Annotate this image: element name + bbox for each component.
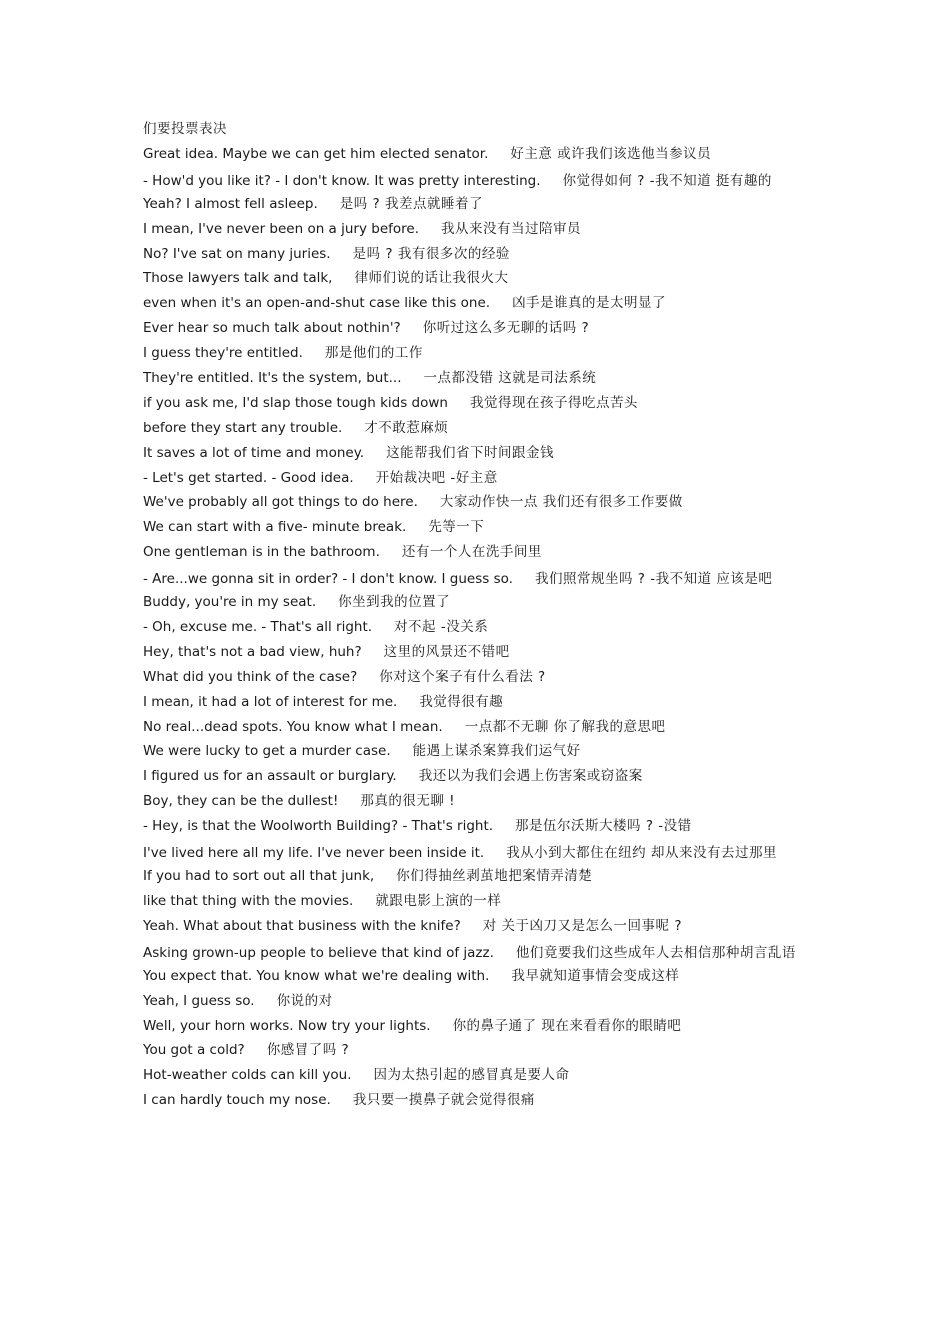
english-text: You expect that. You know what we're dealing with. (143, 967, 490, 984)
english-text: - Oh, excuse me. - That's all right. (143, 619, 373, 636)
english-text: Hot-weather colds can kill you. (143, 1067, 352, 1084)
chinese-text: 是吗 ? 我有很多次的经验 (352, 245, 510, 262)
chinese-text: 你对这个案子有什么看法 ? (379, 668, 546, 685)
transcript-line (143, 244, 813, 269)
transcript-line (143, 443, 813, 468)
chinese-text: 你坐到我的位置了 (338, 594, 451, 611)
english-text: I've lived here all my life. I've never been inside it. (143, 845, 485, 862)
chinese-text: 他们竟要我们这些成年人去相信那种胡言乱语 (515, 944, 796, 961)
transcript-line (143, 393, 813, 418)
transcript-line (143, 492, 813, 517)
english-text: Boy, they can be the dullest! (143, 793, 339, 810)
english-text: I figured us for an assault or burglary. (143, 768, 397, 785)
transcript-line (143, 592, 813, 617)
chinese-text: 我觉得很有趣 (419, 693, 504, 710)
transcript-line (143, 891, 813, 916)
chinese-text: 我早就知道事情会变成这样 (511, 967, 680, 984)
english-text: Those lawyers talk and talk, (143, 270, 333, 287)
transcript-line (143, 169, 813, 193)
english-text: We've probably all got things to do here. (143, 494, 418, 511)
english-text: Yeah. What about that business with the knife? (143, 917, 461, 934)
english-text: I guess they're entitled. (143, 345, 303, 362)
transcript-line (143, 144, 813, 169)
chinese-text: 是吗 ? 我差点就睡着了 (339, 195, 483, 212)
english-text: like that thing with the movies. (143, 892, 354, 909)
chinese-text: 开始裁决吧 -好主意 (375, 469, 498, 486)
chinese-text: 我只要一摸鼻子就会觉得很痛 (352, 1092, 535, 1109)
chinese-text: 大家动作快一点 我们还有很多工作要做 (439, 494, 683, 511)
transcript-line (143, 468, 813, 493)
chinese-text: 就跟电影上演的一样 (375, 892, 502, 909)
chinese-text: 先等一下 (428, 519, 485, 536)
english-text: - Let's get started. - Good idea. (143, 469, 354, 486)
transcript-line (143, 1040, 813, 1065)
english-text: We can start with a five- minute break. (143, 519, 407, 536)
chinese-text: 你们得抽丝剥茧地把案情弄清楚 (396, 868, 593, 885)
transcript-line (143, 991, 813, 1016)
transcript-line (143, 841, 813, 865)
transcript-line (143, 293, 813, 318)
chinese-text: 我们照常规坐吗 ? -我不知道 应该是吧 (534, 571, 773, 588)
chinese-text: 能遇上谋杀案算我们运气好 (412, 743, 581, 760)
chinese-text: 还有一个人在洗手间里 (401, 544, 542, 561)
english-text: Yeah, I guess so. (143, 992, 255, 1009)
english-text: We were lucky to get a murder case. (143, 743, 391, 760)
transcript-line (143, 194, 813, 219)
transcript-line (143, 1016, 813, 1041)
english-text: before they start any trouble. (143, 419, 343, 436)
chinese-text: 这里的风景还不错吧 (383, 643, 510, 660)
transcript-line (143, 916, 813, 941)
chinese-text: 你听过这么多无聊的话吗 ? (422, 320, 590, 337)
transcript-line (143, 1090, 813, 1115)
english-text: It saves a lot of time and money. (143, 444, 365, 461)
chinese-text: 们要投票表决 (143, 121, 227, 137)
chinese-text: 因为太热引起的感冒真是要人命 (373, 1067, 570, 1084)
transcript-line (143, 219, 813, 244)
chinese-text: 你觉得如何 ? -我不知道 挺有趣的 (562, 172, 772, 189)
english-text: Buddy, you're in my seat. (143, 594, 317, 611)
transcript-line (143, 667, 813, 692)
transcript-line (143, 816, 813, 841)
chinese-text: 一点都不无聊 你了解我的意思吧 (464, 718, 666, 735)
transcript-line (143, 567, 813, 591)
english-text: Hey, that's not a bad view, huh? (143, 643, 362, 660)
english-text: I mean, it had a lot of interest for me. (143, 693, 398, 710)
transcript-line (143, 1065, 813, 1090)
transcript-line (143, 791, 813, 816)
transcript-line (143, 766, 813, 791)
chinese-text: 凶手是谁真的是太明显了 (512, 295, 667, 312)
transcript-line (143, 418, 813, 443)
chinese-text: 那是伍尔沃斯大楼吗 ? -没错 (515, 818, 692, 835)
english-text: They're entitled. It's the system, but... (143, 370, 402, 387)
chinese-text: 那是他们的工作 (324, 345, 423, 362)
transcript-line (143, 941, 813, 965)
transcript-line (143, 318, 813, 343)
chinese-text: 好主意 或许我们该选他当参议员 (510, 145, 712, 162)
transcript-line (143, 517, 813, 542)
english-text: Yeah? I almost fell asleep. (143, 195, 318, 212)
english-text: One gentleman is in the bathroom. (143, 544, 380, 561)
english-text: If you had to sort out all that junk, (143, 868, 375, 885)
transcript-line (143, 717, 813, 742)
subtitle-transcript (143, 119, 813, 1115)
transcript-line (143, 368, 813, 393)
chinese-text: 我还以为我们会遇上伤害案或窃盗案 (418, 768, 643, 785)
english-text: No real...dead spots. You know what I mean. (143, 718, 443, 735)
english-text: - How'd you like it? - I don't know. It was pretty interesting. (143, 172, 541, 189)
transcript-line (143, 542, 813, 567)
chinese-text: 我觉得现在孩子得吃点苦头 (469, 394, 638, 411)
transcript-line (143, 741, 813, 766)
chinese-text: 对 关于凶刀又是怎么一回事呢 ? (482, 917, 682, 934)
chinese-text: 我从小到大都住在纽约 却从来没有去过那里 (506, 845, 777, 862)
english-text: Well, your horn works. Now try your lights. (143, 1017, 431, 1034)
transcript-line (143, 617, 813, 642)
transcript-line (143, 642, 813, 667)
chinese-text: 对不起 -没关系 (394, 619, 489, 636)
english-text: if you ask me, I'd slap those tough kids down (143, 394, 448, 411)
chinese-text: 我从来没有当过陪审员 (441, 220, 581, 237)
chinese-text: 那真的很无聊 ! (360, 793, 456, 810)
chinese-text: 一点都没错 这就是司法系统 (423, 370, 597, 387)
chinese-text: 你感冒了吗 ? (266, 1042, 350, 1059)
english-text: - Are...we gonna sit in order? - I don't know. I guess so. (143, 571, 513, 588)
english-text: even when it's an open-and-shut case like this one. (143, 295, 491, 312)
english-text: No? I've sat on many juries. (143, 245, 331, 262)
transcript-line (143, 268, 813, 293)
transcript-line (143, 119, 813, 144)
english-text: Asking grown-up people to believe that kind of jazz. (143, 944, 494, 961)
english-text: Ever hear so much talk about nothin'? (143, 320, 401, 337)
chinese-text: 律师们说的话让我很火大 (354, 270, 509, 287)
transcript-line (143, 966, 813, 991)
english-text: Great idea. Maybe we can get him elected senator. (143, 145, 489, 162)
chinese-text: 你说的对 (276, 992, 333, 1009)
english-text: I can hardly touch my nose. (143, 1092, 331, 1109)
transcript-line (143, 866, 813, 891)
english-text: I mean, I've never been on a jury before. (143, 220, 419, 237)
chinese-text: 你的鼻子通了 现在来看看你的眼睛吧 (452, 1017, 682, 1034)
chinese-text: 这能帮我们省下时间跟金钱 (386, 444, 555, 461)
english-text: What did you think of the case? (143, 668, 358, 685)
english-text: You got a cold? (143, 1042, 245, 1059)
transcript-line (143, 692, 813, 717)
transcript-line (143, 343, 813, 368)
chinese-text: 才不敢惹麻烦 (364, 419, 449, 436)
english-text: - Hey, is that the Woolworth Building? - That's right. (143, 818, 494, 835)
